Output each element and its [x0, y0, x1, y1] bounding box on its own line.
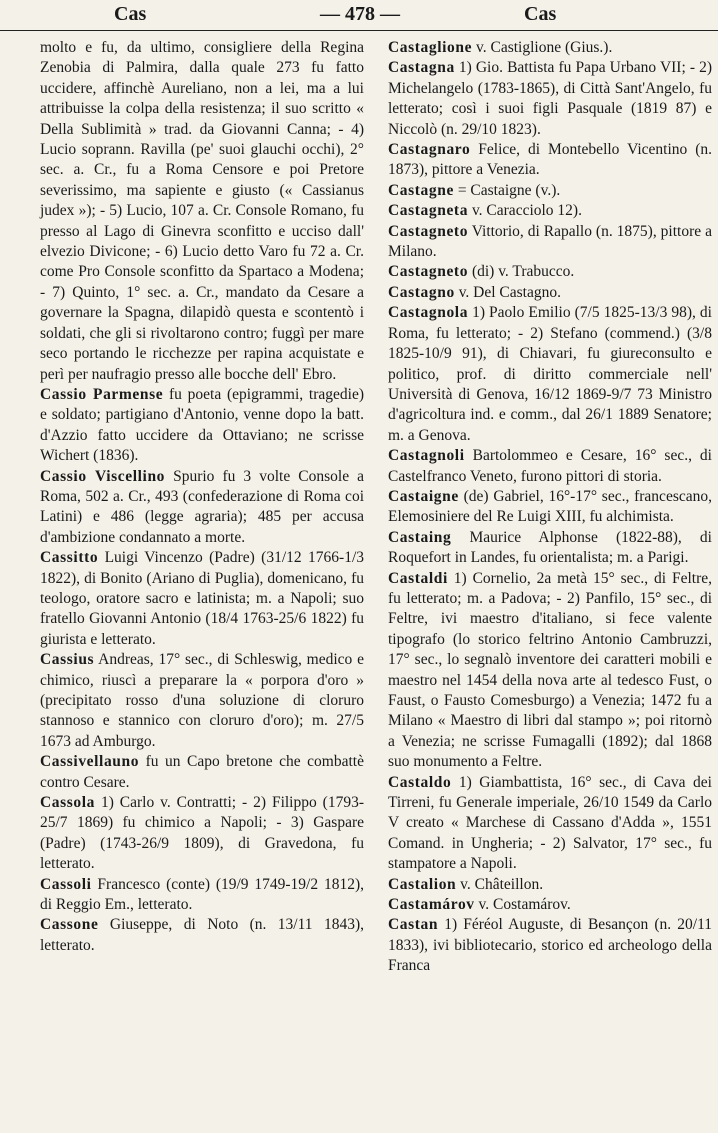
- entry: [40, 385, 364, 467]
- headword: Castagneto: [388, 222, 469, 240]
- headword: Castagnoli: [388, 447, 465, 465]
- entry-text: Andreas, 17° sec., di Schleswig, medico e chimico, riuscì a preparare la « porpora d'oro » (precipitato rosso d'una soluzione di cloruro stannoso e stannico con cloruro d'oro); m. 27/5 1673 ad Amburgo.: [40, 651, 364, 750]
- headword: Cassola: [40, 794, 96, 812]
- entry-text: Luigi Vincenzo (Padre) (31/12 1766-1/3 1822), di Bonito (Ariano di Puglia), domenicano, fu teologo, oratore sacro e latinista; m. a Napoli; suo fratello Giovanni Antonio (18/4 1763-25/6 1822) fu giurista e letterato.: [40, 549, 364, 648]
- entry: [40, 467, 364, 549]
- entry-text: Felice, di Montebello Vicentino (n. 1873), pittore a Venezia.: [388, 141, 712, 179]
- entry: [388, 446, 712, 487]
- entry-text: 1) Carlo v. Contratti; - 2) Filippo (1793-25/7 1869) fu chimico a Napoli; - 3) Gaspare (Padre) (1743-26/9 1809), di Gravedona, fu letterato.: [40, 794, 364, 873]
- headword: Castagno: [388, 283, 455, 301]
- headword: Castagnaro: [388, 141, 471, 159]
- headword: Castan: [388, 916, 439, 934]
- entry-text: Maurice Alphonse (1822-88), di Roquefort in Landes, fu orientalista; m. a Parigi.: [388, 528, 712, 567]
- running-header: [0, 0, 718, 31]
- entry-text: (di) v. Trabucco.: [468, 263, 575, 281]
- entry-text: 1) Gio. Battista fu Papa Urbano VII; - 2) Michelangelo (1783-1865), di Città Sant'Angelo, fu letterato; così i suoi figli Pasquale (1819 87) e Niccolò (n. 29/10 1823).: [388, 59, 712, 138]
- entry-text: fu poeta (epigrammi, tragedie) e soldato; partigiano d'Antonio, venne dopo la batt. d'Azzio fatto uccidere da Ottaviano; ne scrisse Wichert (1836).: [40, 385, 364, 465]
- entry: [40, 38, 364, 385]
- headword: Cassio Parmense: [40, 385, 164, 403]
- headword: Castaigne: [388, 487, 459, 505]
- headword: Cassone: [40, 916, 99, 934]
- headword: Castalion: [388, 875, 457, 893]
- left-column: [40, 38, 364, 956]
- page-number: — 478 —: [320, 3, 400, 25]
- entry: [388, 181, 712, 201]
- headword: Castagne: [388, 181, 454, 199]
- entry: [388, 895, 712, 915]
- entry-text: Spurio fu 3 volte Console a Roma, 502 a. Cr., 493 (confederazione di Roma coi Latini) e 486 (legge agraria); 485 per accusa d'ambizione condannato a morte.: [40, 467, 364, 546]
- entry-text: molto e fu, da ultimo, consigliere della Regina Zenobia di Palmira, dalla quale 273 fu fatto uccidere, affinchè Aureliano, non a lei, ma a lui attribuisse la colpa della resistenza; il suo scritto « Della Sublimità » trad. da Giovanni Canna; - 4) Lucio soprann. Ravilla (pe' suoi glauchi occhi), 2° sec. a. Cr., fu a Roma Censore e poi Pretore severissimo, ma sapiente e giusto (« Cassianus judex »); - 5) Lucio, 107 a. Cr. Console Romano, fu presso al Lago di Ginevra sconfitto e ucciso dall' elvezio Divicone; - 6) Lucio detto Varo fu 72 a. Cr. come Pro Console sconfitto da Spartaco a Modena; - 7) Quinto, 1° sec. a. Cr., mandato da Cesare a governare la Spagna, dilapidò questa e scontentò i soldati, che gli si rivoltarono contro; fuggì per mare seco portando le ricchezze per rapina acquistate e perì per naufragio presso alle bocche dell' Ebro.: [40, 39, 364, 383]
- entry-text: 1) Paolo Emilio (7/5 1825-13/3 98), di Roma, fu letterato; - 2) Stefano (commend.) (3/8 1825-10/9 91), di Chiavari, fu giureconsulto e politico, prof. di diritto commerciale nell' Università di Genova, 16/12 1869-9/7 73 Ministro d'agricoltura ind. e comm., dal 26/1 1889 Senatore; m. a Genova.: [388, 304, 712, 444]
- entry: [388, 222, 712, 263]
- entry: [388, 283, 712, 303]
- entry: [40, 915, 364, 956]
- headword: Cassitto: [40, 549, 99, 567]
- entry-text: fu un Capo bretone che combattè contro Cesare.: [40, 753, 364, 791]
- entry-text: v. Costamárov.: [474, 896, 571, 914]
- entry: [388, 38, 712, 58]
- headword: Cassoli: [40, 875, 92, 893]
- entry-text: Francesco (conte) (19/9 1749-19/2 1812), di Reggio Em., letterato.: [40, 875, 364, 914]
- entry-text: Vittorio, di Rapallo (n. 1875), pittore a Milano.: [388, 222, 712, 261]
- entry-text: v. Caracciolo 12).: [468, 202, 582, 220]
- entry: [388, 915, 712, 976]
- headword: Castagneta: [388, 202, 469, 220]
- headword: Castagnola: [388, 304, 469, 322]
- header-right-word: Cas: [524, 3, 557, 25]
- entry: [388, 875, 712, 895]
- entry-text: v. Del Castagno.: [454, 283, 561, 301]
- headword: Castagneto: [388, 263, 469, 281]
- header-left-word: Cas: [114, 3, 147, 25]
- headword: Castagna: [388, 59, 455, 77]
- entry: [388, 528, 712, 569]
- headword: Castaglione: [388, 39, 473, 56]
- entry-text: v. Châteillon.: [456, 875, 544, 893]
- right-column: [388, 38, 712, 977]
- entry-text: 1) Féréol Auguste, di Besançon (n. 20/11 1833), ivi bibliotecario, storico ed archeologo della Franca: [388, 916, 712, 975]
- entry-text: v. Castiglione (Gius.).: [472, 39, 613, 56]
- headword: Castaing: [388, 528, 452, 546]
- entry: [388, 58, 712, 140]
- headword: Castaldo: [388, 773, 452, 791]
- entry-text: 1) Cornelio, 2a metà 15° sec., di Feltre, fu letterato; m. a Padova; - 2) Panfilo, 15° sec., di Feltre, ivi maestro d'italiano, si fece valente tipografo (lo storico feltrino Antonio Cambruzzi, 17° sec., lo segnalò inventore dei caratteri mobili e maestro nel 1454 della nova arte al tedesco Fust, o Faust, o Fausto Comesburgo) a Venezia; 1472 fu a Milano « Maestro di libri dal stampo »; poi ritornò a Venezia; ne scrisse Fumagalli (1892); dal 1868 suo monumento a Feltre.: [388, 569, 712, 771]
- entry: [388, 487, 712, 528]
- entry-text: (de) Gabriel, 16°-17° sec., francescano, Elemosiniere del Re Luigi XIII, fu alchimista.: [388, 487, 712, 526]
- entry-text: Giuseppe, di Noto (n. 13/11 1843), letterato.: [40, 916, 364, 954]
- entry: [388, 773, 712, 875]
- entry: [388, 140, 712, 181]
- entry: [388, 201, 712, 221]
- entry: [388, 569, 712, 773]
- entry-text: 1) Giambattista, 16° sec., di Cava dei Tirreni, fu Generale imperiale, 26/10 1549 da Carlo V creato « Marchese di Cassano d'Adda », 1551 Comand. in Ungheria; - 2) Salvator, 17° sec., fu stampatore a Napoli.: [388, 773, 712, 873]
- entry: [40, 548, 364, 650]
- entry: [40, 793, 364, 875]
- entry: [40, 875, 364, 916]
- headword: Cassivellauno: [40, 753, 140, 771]
- headword: Castaldi: [388, 569, 448, 587]
- entry: [388, 262, 712, 282]
- headword: Cassio Viscellino: [40, 467, 166, 485]
- entry: [40, 752, 364, 793]
- entry: [388, 303, 712, 446]
- entry: [40, 650, 364, 752]
- headword: Castamárov: [388, 896, 475, 914]
- entry-text: Bartolommeo e Cesare, 16° sec., di Castelfranco Veneto, furono pittori di storia.: [388, 447, 712, 485]
- entry-text: = Castaigne (v.).: [453, 181, 561, 199]
- headword: Cassius: [40, 651, 95, 669]
